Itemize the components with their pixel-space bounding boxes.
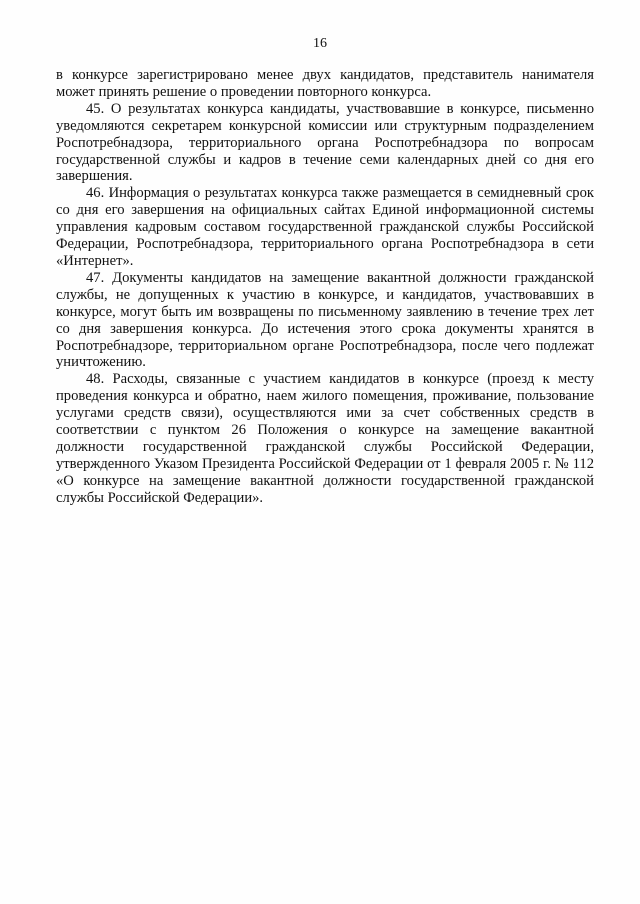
page-number: 16 bbox=[313, 36, 327, 51]
paragraph-46: 46. Информация о результатах конкурса также размещается в семидневный срок со дня его завершения на официальных сайтах Единой информационной системы управления кадровым составом государственной гражданской службы Российской Федерации, Роспотребнадзора, территориального органа Роспотребнадзора в сети «Интернет». bbox=[56, 185, 594, 269]
paragraph-48: 48. Расходы, связанные с участием кандидатов в конкурсе (проезд к месту проведения конкурса и обратно, наем жилого помещения, проживание, пользование услугами средств связи), осуществляются ими за счет собственных средств в соответствии с пунктом 26 Положения о конкурсе на замещение вакантной должности государственной гражданской службы Российской Федерации, утвержденного Указом Президента Российской Федерации от 1 февраля 2005 г. № 112 «О конкурсе на замещение вакантной должности государственной гражданской службы Российской Федерации». bbox=[56, 371, 594, 506]
paragraph-continuation: в конкурсе зарегистрировано менее двух кандидатов, представитель нанимателя может принять решение о проведении повторного конкурса. bbox=[56, 67, 594, 100]
document-body bbox=[56, 67, 594, 507]
paragraph-45: 45. О результатах конкурса кандидаты, участвовавшие в конкурсе, письменно уведомляются секретарем конкурсной комиссии или структурным подразделением Роспотребнадзора, территориального органа Роспотребнадзора по вопросам государственной службы и кадров в течение семи календарных дней со дня его завершения. bbox=[56, 100, 594, 185]
paragraph-47: 47. Документы кандидатов на замещение вакантной должности гражданской службы, не допущенных к участию в конкурсе, и кандидатов, участвовавших в конкурсе, могут быть им возвращены по письменному заявлению в течение трех лет со дня завершения конкурса. До истечения этого срока документы хранятся в Роспотребнадзоре, территориальном органе Роспотребнадзора, после чего подлежат уничтожению. bbox=[56, 269, 594, 371]
